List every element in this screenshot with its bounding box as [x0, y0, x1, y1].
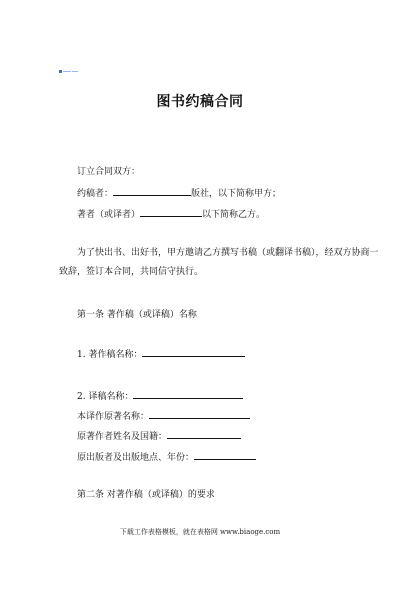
purpose-line-1: 为了快出书、出好书，甲方邀请乙方撰写书稿（或翻译书稿），经双方协商一 — [77, 248, 379, 258]
party-b-label: 著者（或译者） — [77, 210, 141, 220]
original-author-line — [77, 429, 241, 443]
parties-intro: 订立合同双方： — [77, 167, 141, 177]
original-publisher-label: 原出版者及出版地点、年份： — [77, 453, 195, 463]
party-a-line — [77, 186, 281, 200]
item-1-blank[interactable] — [142, 347, 245, 357]
original-title-line — [77, 409, 250, 423]
original-title-blank[interactable] — [149, 409, 250, 419]
item-2-blank[interactable] — [133, 389, 243, 399]
article-1-heading: 第一条 著作稿（或译稿）名称 — [77, 310, 197, 320]
footer-text: 下载工作表格模板，就在表格网 www.biaoge.com — [119, 528, 281, 536]
party-a-suffix: 版社，以下简称甲方； — [191, 189, 282, 199]
original-title-label: 本译作原著名称： — [77, 412, 150, 422]
article-2-heading: 第二条 对著作稿（或译稿）的要求 — [77, 490, 215, 500]
original-publisher-blank[interactable] — [194, 450, 256, 460]
party-b-line — [77, 207, 265, 221]
document-title: 图书约稿合同 — [156, 94, 244, 110]
original-author-label: 原著作者姓名及国籍： — [77, 432, 168, 442]
original-author-blank[interactable] — [167, 429, 241, 439]
party-a-label: 约稿者： — [77, 189, 114, 199]
item-1-line — [77, 347, 245, 361]
item-2-label: 2. 译稿名称： — [77, 392, 134, 402]
item-1-label: 1. 著作稿名称： — [77, 350, 143, 360]
purpose-line-2: 致辞，签订本合同，共同信守执行。 — [59, 267, 204, 277]
original-publisher-line — [77, 450, 256, 464]
logo-icon — [59, 68, 89, 74]
item-2-line — [77, 389, 243, 403]
party-b-blank[interactable] — [140, 207, 202, 217]
party-b-suffix: 以下简称乙方。 — [202, 210, 266, 220]
party-a-blank[interactable] — [113, 186, 191, 196]
